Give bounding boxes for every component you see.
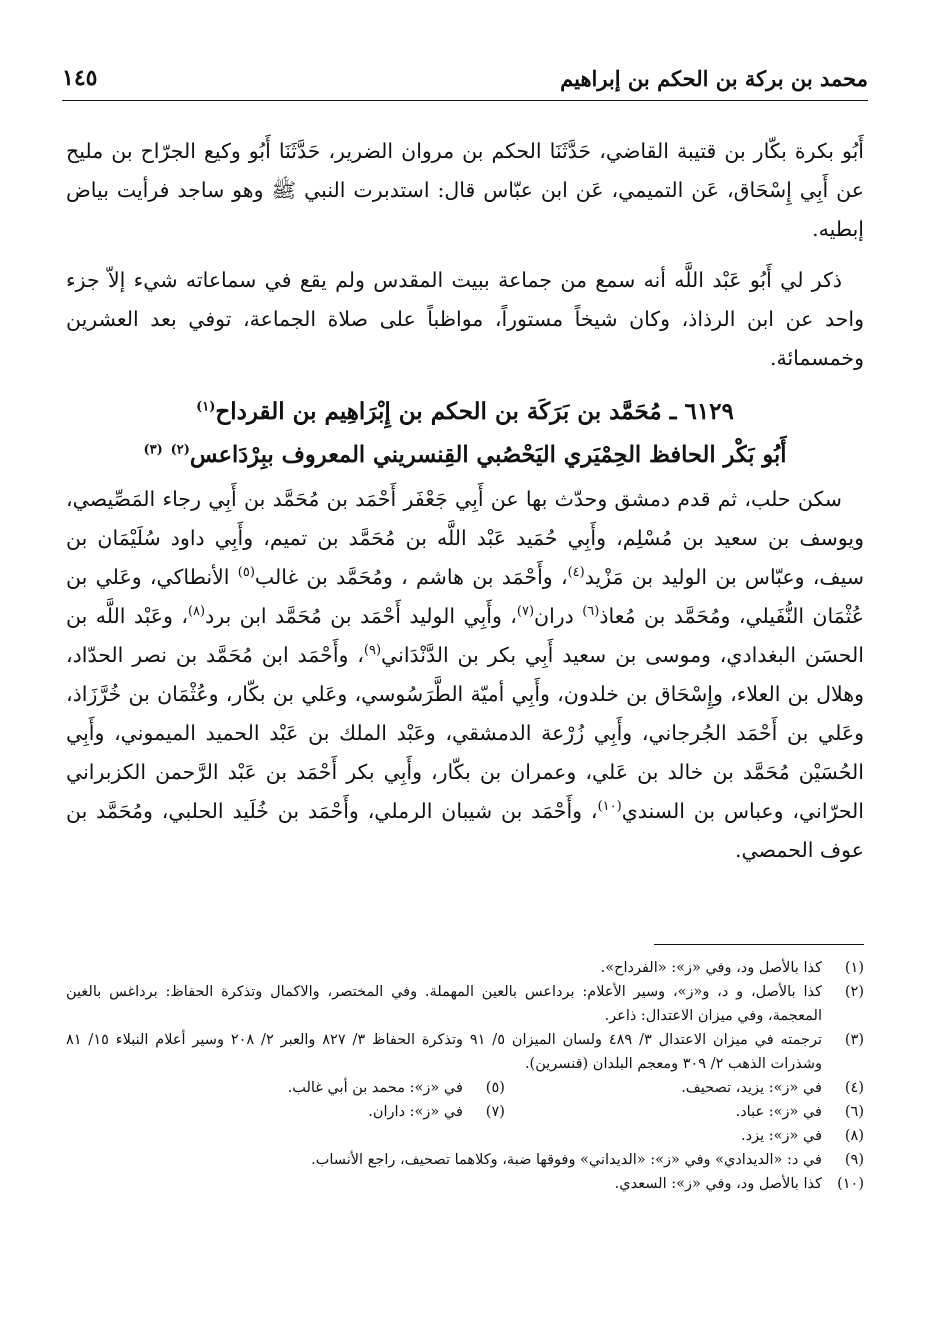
footnote-divider bbox=[654, 944, 864, 945]
footnote-text: في «ز»: داران. bbox=[368, 1104, 463, 1120]
paragraph-3-part-b: ، وأَحْمَد بن هاشم ، ومُحَمَّد بن غالب bbox=[254, 565, 568, 589]
footnote-row-6-7 bbox=[66, 1100, 864, 1124]
footnote-ref-6: (٦) bbox=[582, 604, 600, 620]
footnote-text: في «ز»: عباد. bbox=[735, 1104, 822, 1120]
footnote-2 bbox=[66, 980, 864, 1028]
footnote-number: (٢) bbox=[844, 984, 864, 1000]
footnote-number: (٧) bbox=[485, 1104, 505, 1120]
footnote-ref-2: (٢) bbox=[170, 442, 190, 458]
footnote-number: (٩) bbox=[844, 1152, 864, 1168]
paragraph-3-part-g: ، وأَحْمَد ابن مُحَمَّد بن نصر الحدّاد، وهلال بن العلاء، وإِسْحَاق بن خلدون، وأَبِي أميّة الطَّرَسُوسي، وعَلي بن بكّار، وعُثْمَان بن خُرَّزَاذ، وعَلي بن أَحْمَد الجُرجاني، وأَبِي زُرْعة الدمشقي، وعَبْد الملك بن عَبْد الحميد الميموني، وأَبِي الحُسَيْن مُحَمَّد بن خالد بن عَلي، وعمران بن بكّار، وأَبِي بكر أَحْمَد بن عَبْد الرَّحمن الكزبراني الحرّاني، وعباس بن السندي bbox=[66, 643, 865, 823]
running-title: محمد بن بركة بن الحكم بن إبراهيم bbox=[560, 65, 868, 91]
paragraph-3-part-c: الأنطاكي، وعَلي بن عُثْمَان النُّفَيلي، ومُحَمَّد بن مُعاذ bbox=[66, 565, 864, 628]
footnote-1 bbox=[66, 956, 864, 980]
paragraph-3-part-h: ، وأَحْمَد بن شيبان الرملي، وأَحْمَد بن خُلَيد الحلبي، ومُحَمَّد بن عوف الحمصي. bbox=[66, 799, 864, 862]
paragraph-1: أَبُو بكرة بكّار بن قتيبة القاضي، حَدَّثَنَا الحكم بن مروان الضرير، حَدَّثَنَا أَبُو وكيع الجرّاح بن مليح عن أَبِي إِسْحَاق، عَن التميمي، عَن ابن عبّاس قال: استدبرت النبي ﷺ وهو ساجد فرأيت بياض إبطيه. bbox=[66, 139, 864, 241]
footnote-number: (٤) bbox=[844, 1080, 864, 1096]
footnote-text: في «ز»: يزيد، تصحيف. bbox=[681, 1080, 822, 1096]
footnote-3 bbox=[66, 1028, 864, 1076]
footnote-text: في «ز»: يزد. bbox=[741, 1128, 822, 1144]
footnote-7 bbox=[146, 1100, 505, 1124]
footnote-9 bbox=[66, 1148, 864, 1172]
footnote-text: ترجمته في ميزان الاعتدال ٣/ ٤٨٩ ولسان الميزان ٥/ ٩١ وتذكرة الحفاظ ٣/ ٨٢٧ والعبر ٢/ ٢٠٨ وسير أعلام النبلاء ١٥/ ٨١ وشذرات الذهب ٢/ ٣٠٩ ومعجم البلدان (قنسرين). bbox=[66, 1032, 823, 1072]
entry-subheading-text: أَبُو بَكْر الحافظ الحِمْيَري اليَحْصُبي القِنسريني المعروف ببِرْدَاعس bbox=[189, 442, 787, 468]
paragraph-3-part-f: ، وعَبْد اللَّه بن الحسَن البغدادي، وموسى بن سعيد أَبِي بكر بن الدَّنْدَاني bbox=[66, 604, 864, 667]
page-header bbox=[62, 58, 868, 98]
footnote-ref-7: (٧) bbox=[516, 604, 535, 620]
footnote-number: (٨) bbox=[844, 1128, 864, 1144]
footnote-ref-10: (١٠) bbox=[597, 799, 622, 815]
entry-heading-text: ٦١٢٩ ـ مُحَمَّد بن بَرَكَة بن الحكم بن إِبْرَاهِيم بن القرداح bbox=[215, 398, 734, 425]
footnote-text: كذا بالأصل ود، وفي «ز»: السعدي. bbox=[614, 1176, 822, 1192]
footnote-row-4-5 bbox=[66, 1076, 864, 1100]
paragraph-3-part-e: ، وأَبِي الوليد أَحْمَد بن مُحَمَّد ابن برد bbox=[205, 604, 517, 628]
footnote-4 bbox=[505, 1076, 864, 1100]
footnote-number: (١٠) bbox=[837, 1176, 864, 1192]
footnote-text: في د: «الديدادي» وفي «ز»: «الديداني» وفوقها ضبة، وكلاهما تصحيف، راجع الأنساب. bbox=[311, 1152, 822, 1168]
footnote-6 bbox=[505, 1100, 864, 1124]
footnote-number: (١) bbox=[844, 960, 864, 976]
footnote-ref-8: (٨) bbox=[187, 604, 206, 620]
footnote-ref-9: (٩) bbox=[363, 643, 382, 659]
footnotes bbox=[66, 956, 864, 1196]
footnote-ref-4: (٤) bbox=[567, 565, 585, 581]
header-divider bbox=[62, 100, 868, 101]
entry-subheading bbox=[66, 434, 864, 476]
footnote-5 bbox=[146, 1076, 505, 1100]
footnote-number: (٦) bbox=[844, 1104, 864, 1120]
paragraph-3-part-d: دران bbox=[534, 604, 583, 628]
footnote-text: كذا بالأصل، و د، و«ز»، وسير الأعلام: برداعس بالعين المهملة. وفي المختصر، والاكمال وتذكرة الحفاظ: برداغس بالغين المعجمة، وفي ميزان الاعتدال: ذاعر. bbox=[66, 984, 822, 1024]
entry-heading bbox=[66, 390, 864, 434]
footnote-ref-3: (٣) bbox=[143, 442, 163, 458]
footnote-ref-1: (١) bbox=[196, 399, 216, 415]
footnote-8 bbox=[66, 1124, 864, 1148]
footnote-text: في «ز»: محمد بن أبي غالب. bbox=[287, 1080, 463, 1096]
main-text bbox=[66, 132, 864, 882]
footnote-ref-5: (٥) bbox=[237, 565, 255, 581]
footnote-text: كذا بالأصل ود، وفي «ز»: «الفرداح». bbox=[600, 960, 822, 976]
paragraph-2: ذكر لي أَبُو عَبْد اللَّه أنه سمع من جماعة ببيت المقدس ولم يقع في سماعاته شيء إلاّ جزء واحد عن ابن الرذاذ، وكان شيخاً مستوراً، مواظباً على صلاة الجماعة، توفي بعد العشرين وخمسمائة. bbox=[66, 268, 864, 370]
paragraph-3 bbox=[66, 480, 864, 870]
footnote-number: (٥) bbox=[485, 1080, 505, 1096]
paragraph-3-part-a: سكن حلب، ثم قدم دمشق وحدّث بها عن أَبِي جَعْفَر أَحْمَد بن مُحَمَّد بن أَبِي رجاء المَصِّيصي، ويوسف بن سعيد بن مُسْلِم، وأَبِي حُمَيد عَبْد اللَّه بن مُحَمَّد بن تميم، وأَبِي داود سُلَيْمَان بن سيف، وعبّاس بن الوليد بن مَزْيد bbox=[66, 487, 864, 589]
footnote-number: (٣) bbox=[844, 1032, 864, 1048]
footnote-10 bbox=[66, 1172, 864, 1196]
page-number: ١٤٥ bbox=[62, 65, 98, 91]
